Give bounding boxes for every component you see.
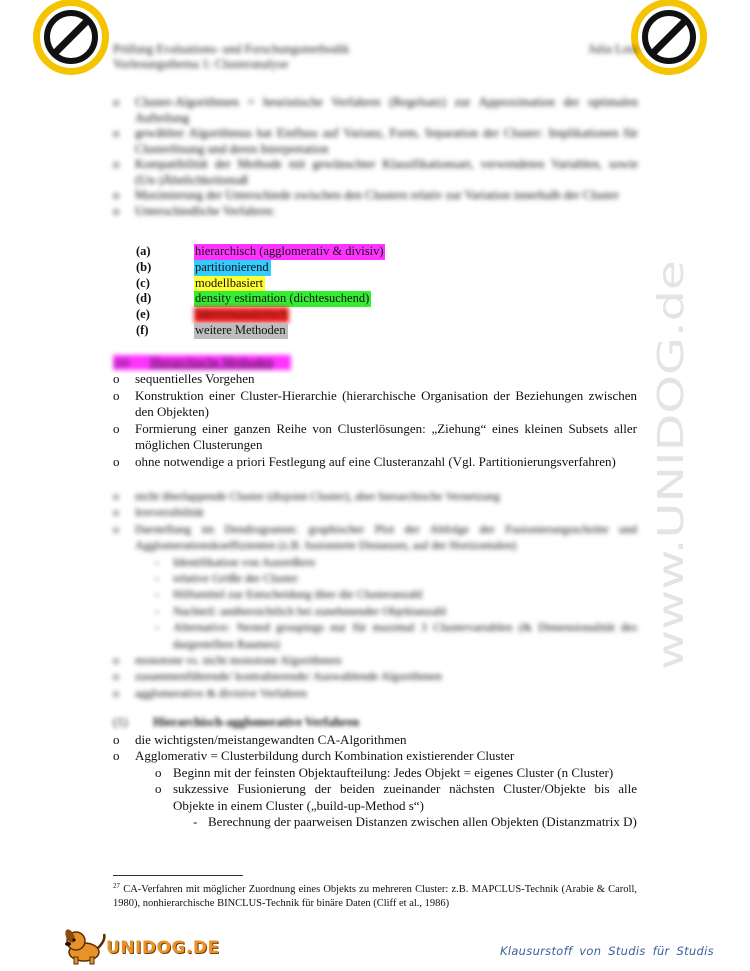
list-item: o zusammenführende/ kontrahierende/ Auswahlende Algorithmen xyxy=(113,669,442,684)
method-highlight: partitionierend xyxy=(195,259,269,274)
section-a-heading: (a) Hierarchische Methoden xyxy=(113,355,291,370)
dog-mascot-icon xyxy=(62,926,108,966)
method-highlight: modellbasiert xyxy=(195,275,264,290)
blurred-bullets xyxy=(113,488,637,701)
list-item: o Konstruktion einer Cluster-Hierarchie (hierarchische Organisation der Beziehungen zwischen den Objekten) xyxy=(113,387,637,420)
list-item: o monotone vs. nicht monotone Algorithmen xyxy=(113,653,342,668)
list-item: o Irreversibilität xyxy=(113,505,204,520)
logo-text: UNIDOG.DE xyxy=(106,938,220,958)
list-item: o Formierung einer ganzen Reihe von Clusterlösungen: „Ziehung“ eines kleinen Subsets aller möglichen Clusterungen xyxy=(113,420,637,453)
footnote-text: CA-Verfahren mit möglicher Zuordnung eines Objekts zu mehreren Cluster: z.B. MAPCLUS-Technik (Arabie & Caroll, 1980), nonhierarchische BINCLUS-Technik für binäre Daten (Cliff et al., 1986) xyxy=(113,884,638,909)
sub-item: - Identifikation von Ausreißern xyxy=(155,554,315,569)
list-item: o nicht überlappende Cluster (disjoint Cluster), aber hierarchische Vernetzung xyxy=(113,489,500,503)
sub-item: - relative Größe der Cluster xyxy=(155,571,298,586)
header-author: Julia Lotz xyxy=(588,42,638,56)
page-header xyxy=(113,42,638,72)
list-item: o Maximierung der Unterschiede zwischen den Clustern relativ zur Variation innerhalb der Cluster xyxy=(113,188,619,202)
method-highlight: density estimation (dichtesuchend) xyxy=(195,291,370,306)
watermark-text: www.UNIDOG.de xyxy=(651,369,692,670)
sub-item: - Alternative: Nested groupings nur für maximal 3 Clustervariablen (& Dimensionalität des dargestellten Raumes) xyxy=(155,620,637,651)
footnote-number: 27 xyxy=(113,882,120,890)
list-item: o gewählter Algorithmus hat Einfluss auf Varianz, Form, Separation der Cluster: Implikationen für Clusterlösung und deren Interpretation xyxy=(113,126,638,156)
list-item: o Cluster-Algorithmen = heuristische Verfahren (Regelsatz) zur Approximation der optimalen Aufteilung xyxy=(113,95,638,125)
list-item: o Agglomerativ = Clusterbildung durch Kombination existierender Cluster xyxy=(113,748,515,764)
footnote xyxy=(113,880,637,910)
list-item: o sequentielles Vorgehen xyxy=(113,371,255,386)
sub-item: - Nachteil: unübersichtlich bei zunehmender Objektanzahl xyxy=(155,603,447,618)
method-highlight: hierarchisch (agglomerativ & divisiv) xyxy=(195,244,384,258)
section-a-bullets xyxy=(113,371,637,471)
prohibited-badge-icon xyxy=(628,0,710,78)
section-1-heading: (1) Hierarchisch-agglomerative Verfahren xyxy=(113,715,360,729)
unidog-watermark xyxy=(650,255,692,675)
header-topic: Vorlesungsthema 1: Clusteranalyse xyxy=(113,57,289,71)
list-item: o Kompatibilität der Methode mit gewünschter Klassifikationsart, verwendeten Variablen, sowie (Un-)Ähnlichkeitsmaß xyxy=(113,157,638,187)
section-1-content xyxy=(113,732,637,830)
list-item: o agglomerative & divisive Verfahren xyxy=(113,685,308,700)
sub-item: o Beginn mit der feinsten Objektaufteilung: Jedes Objekt = eigenes Cluster (n Cluster) xyxy=(155,764,614,780)
method-highlight: weitere Methoden xyxy=(195,322,286,337)
sub-item: o sukzessive Fusionierung der beiden zueinander nächsten Cluster/Objekte bis alle Objekte in einem Cluster („build-up-Method s“) xyxy=(155,781,637,813)
footnote-divider xyxy=(113,875,243,876)
list-item: o Unterschiedliche Verfahren: xyxy=(113,203,276,218)
list-item: o die wichtigsten/meistangewandten CA-Algorithmen xyxy=(113,732,407,747)
method-highlight: faktorenanalytisch xyxy=(195,307,288,322)
prohibited-badge-icon xyxy=(30,0,112,78)
footer-tagline: Klausurstoff von Studis für Studis xyxy=(500,944,714,958)
list-item: o Darstellung im Dendrogramm: graphischer Plot der Abfolge der Fusionierungsschritte und Agglomerationskoeffizienten (z.B. fusionierte Distanzen, auf der Horizontalen) xyxy=(113,521,637,553)
sub-item: - Hilfsmittel zur Entscheidung über die Clusteranzahl xyxy=(155,587,423,602)
dash-item: - Berechnung der paarweisen Distanzen zwischen allen Objekten (Distanzmatrix D) xyxy=(193,814,637,830)
list-item: o ohne notwendige a priori Festlegung auf eine Clusteranzahl (Vgl. Partitionierungsverfahren) xyxy=(113,453,616,469)
unidog-logo xyxy=(62,926,220,966)
header-course: Prüfung Evaluations- und Forschungsmethodik xyxy=(113,42,350,56)
document-page: Prüfung Evaluations- und Forschungsmethodik Vorlesungsthema 1: Clusteranalyse Julia Lotz www.UNIDOG.de o Cluster-Algorithmen = heuristische Verfahren (Regelsatz) zur Approximation der optimalen Aufteilung o gewählter Algorithmus hat Einfluss auf Varianz, Form, Separation der Cluster: Implikationen für Clusterlösung und deren Interpretation o Kompatibilität der Methode mit gewünschter Klassifikationsart, verwendeten Variablen, sowie (Un-)Ähnlichkeitsmaß o Maximierung der Unterschiede zwischen den Clustern relativ zur Variation innerhalb der Cluster o Unterschiedliche Verfahren: (a) hierarchisch (agglomerativ & divisiv) (b) partitionierend (c) modellbasiert (d) density estimation (dichtesuchend) (e) faktorenanalytisch (f) weitere Methoden (a) Hierarchische Methoden o sequentielles Vorgehen o Konstruktion einer Cluster-Hierarchie (hierarchische Organisation der Beziehungen zwischen den Objekten) o Formierung einer ganzen Reihe von Clusterlösungen: „Ziehung“ eines kleinen Subsets aller möglichen Clusterungen o ohne notwendige a priori Festlegung auf eine Clusteranzahl (Vgl. Partitionierungsverfahren) o nicht überlappende Cluster (disjoint Cluster), aber hierarchische Vernetzung o Irreversibilität o Darstellung im Dendrogramm: graphischer Plot der Abfolge der Fusionierungsschritte und Agglomerationskoeffizienten (z.B. fusionierte Distanzen, auf der Horizontalen) - Identifikation von Ausreißern - relative Größe der Cluster - Hilfsmittel zur Entscheidung über die Clusteranzahl - Nachteil: unübersichtlich bei zunehmender Objektanzahl - Alternative: Nested groupings nur für maximal 3 Clustervariablen (& Dimensionalität des dargestellten Raumes) o monotone vs. nicht monotone Algorithmen o zusammenführende/ kontrahierende/ Auswahlende Algorithmen o agglomerative & divisive Verfahren (1) Hierarchisch-agglomerative Verfahren o die wichtigsten/meistangewandten CA-Algorithmen o Agglomerativ = Clusterbildung durch Kombination existierender Cluster o Beginn mit der feinsten Objektaufteilung: Jedes Objekt = eigenes Cluster (n Cluster) o sukzessive Fusionierung der beiden zueinander nächsten Cluster/Objekte bis alle Objekte in einem Cluster („build-up-Method s“) - Berechnung der paarweisen Distanzen zwischen allen Objekten (Distanzmatrix D) $^{27}$ CA-Verfahren mit möglicher Zuordnung eines Objekts zu mehreren Cluster: z.B. MAPCLUS-Technik (Arabie & Caroll, 1980), nonhierarchische BINCLUS-Technik für binäre Daten (Cliff et al., 1986) UNIDOG.DE Klausurstoff von Studis für Studis xyxy=(0,0,750,971)
intro-bullet-list xyxy=(113,95,638,219)
